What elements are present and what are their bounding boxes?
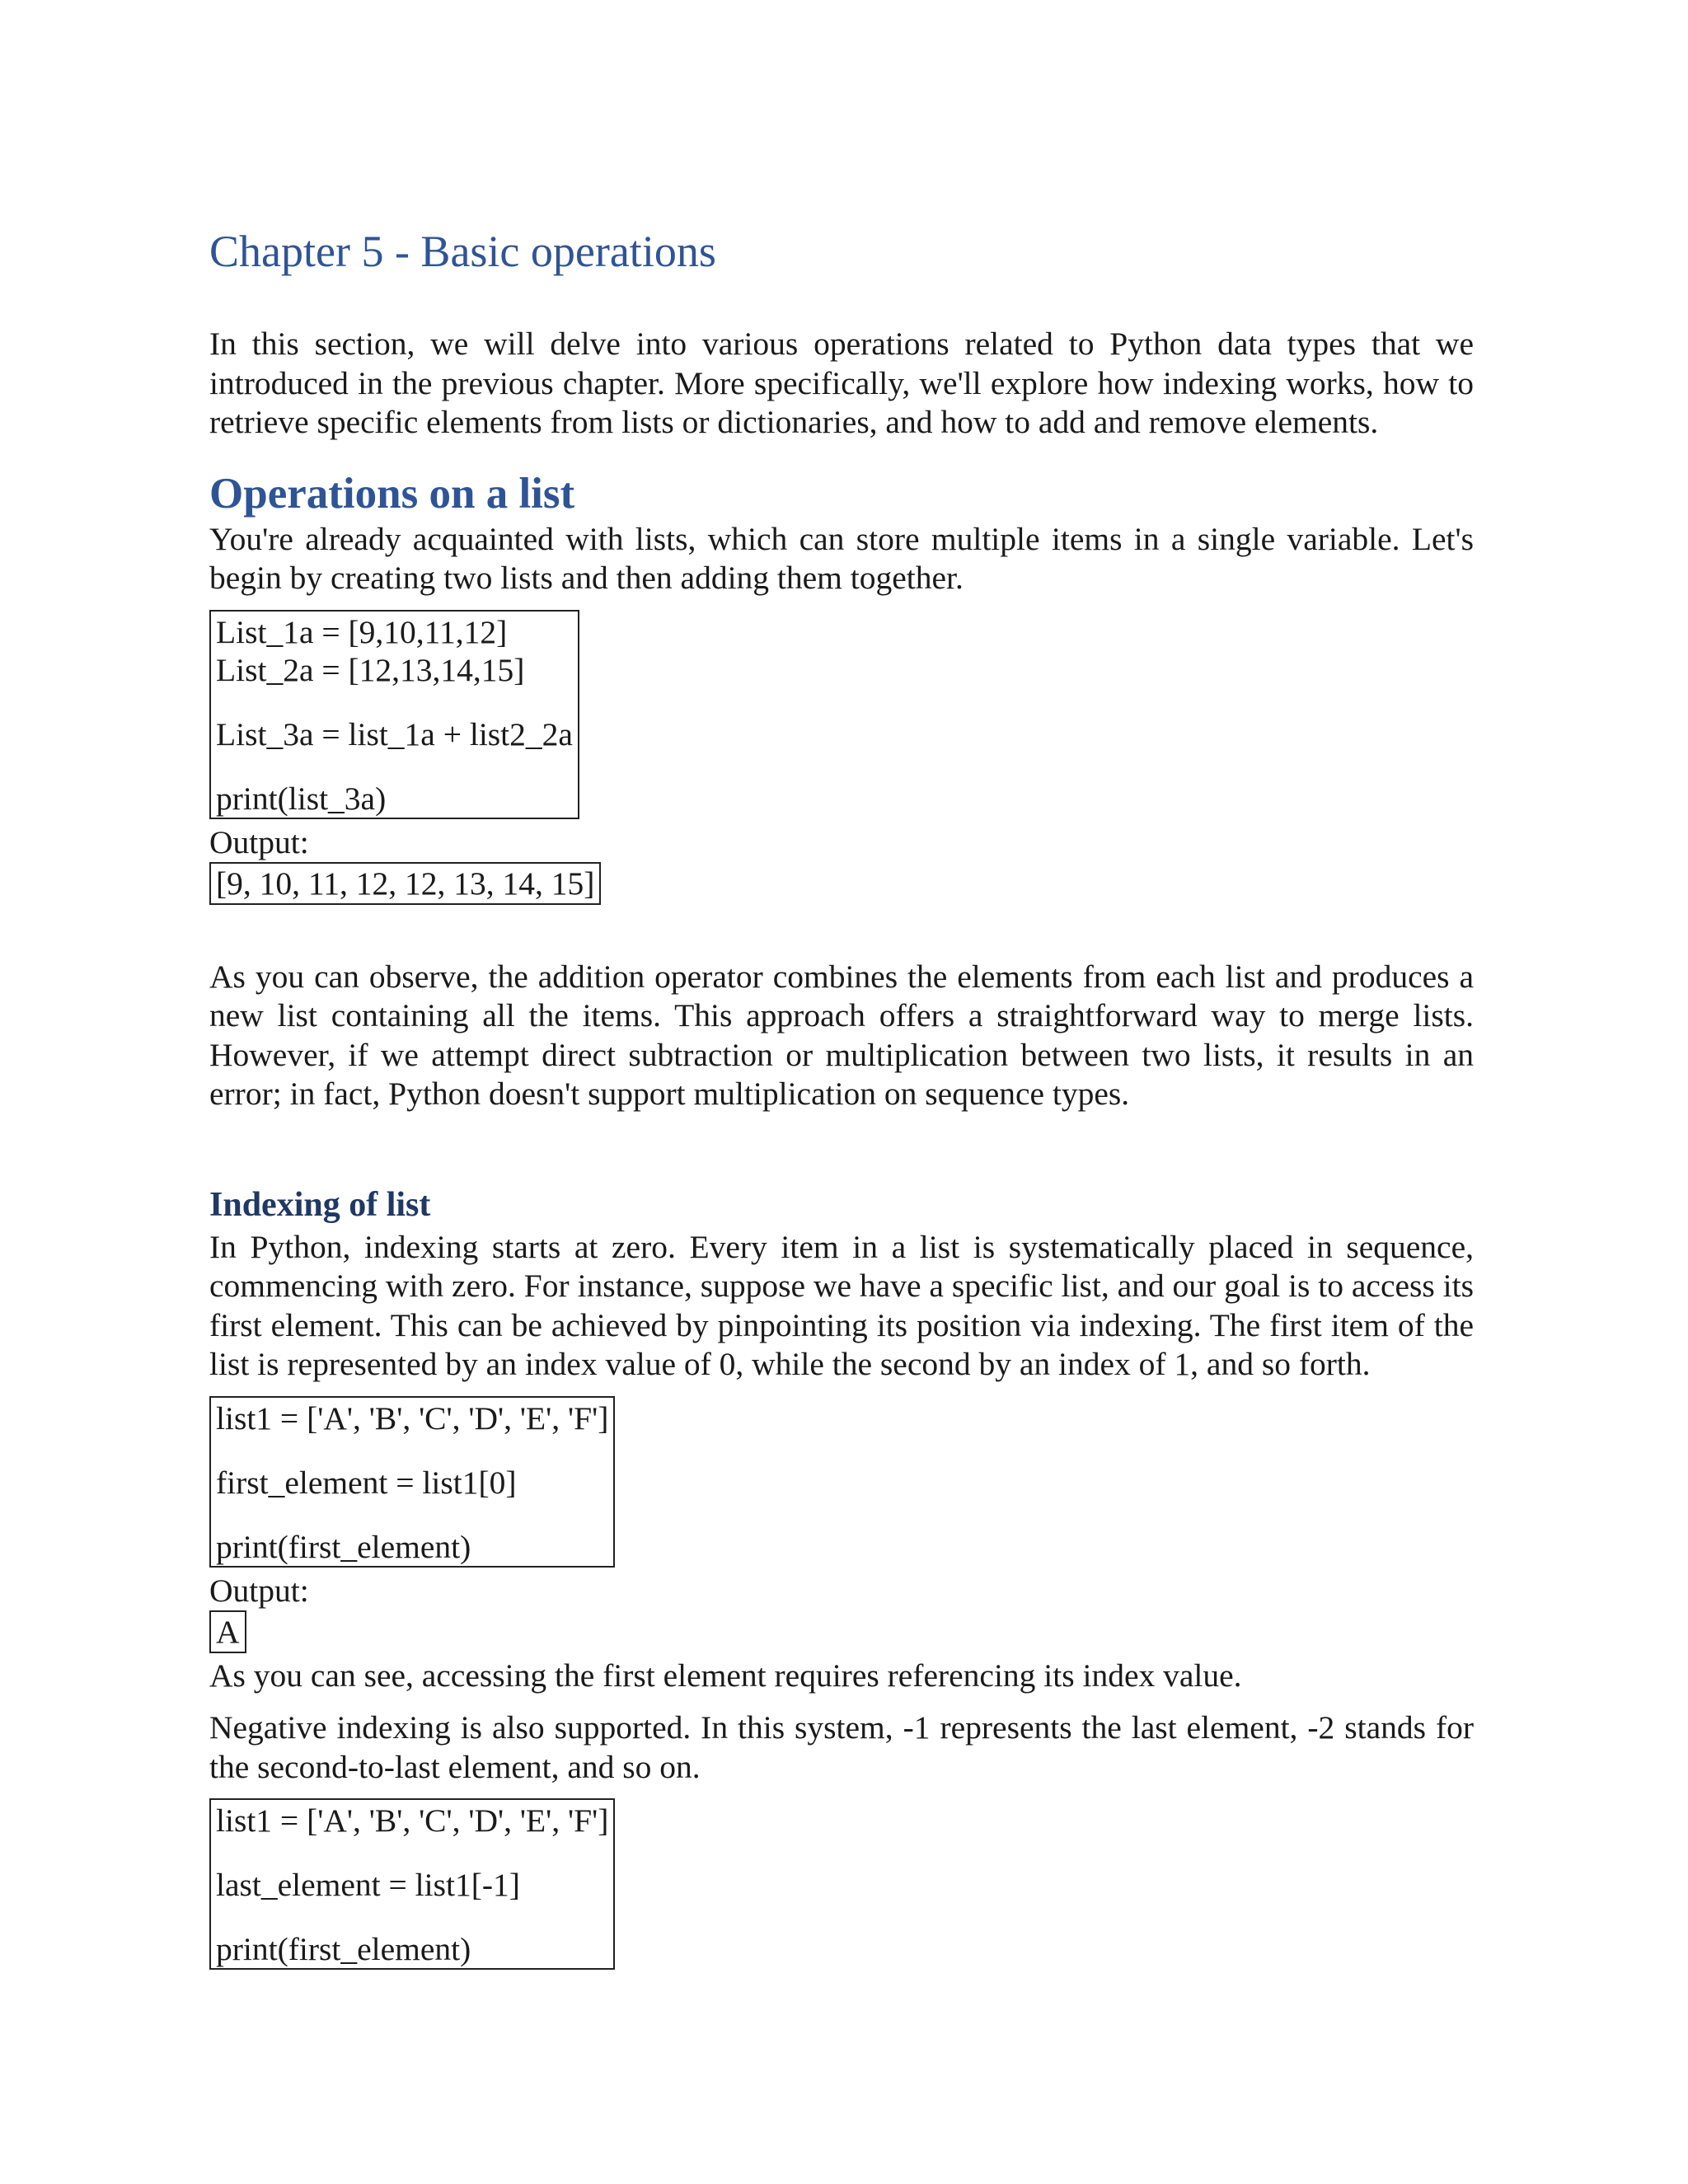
output-label: Output: xyxy=(209,823,309,860)
output-label: Output: xyxy=(209,1572,309,1609)
output-block-first-element: A xyxy=(209,1610,246,1653)
code-gap xyxy=(216,753,573,780)
code-block-list-addition xyxy=(209,610,579,819)
intro-paragraph: In this section, we will delve into various operations related to Python data types that we introduced in the previous chapter. More specifically, we'll explore how indexing works, how to retrieve specific elements from lists or dictionaries, and how to add and remove elements. xyxy=(209,326,1474,440)
code-block-last-element xyxy=(209,1798,615,1970)
document-page xyxy=(209,223,1474,1970)
code-line: last_element = list1[-1] xyxy=(216,1867,520,1903)
code-line: List_2a = [12,13,14,15] xyxy=(216,651,525,688)
code-line: print(first_element) xyxy=(216,1931,471,1967)
chapter-title: Chapter 5 - Basic operations xyxy=(209,227,716,276)
after-output-paragraph: As you can see, accessing the first element requires referencing its index value. xyxy=(209,1657,1242,1694)
code-line: List_3a = list_1a + list2_2a xyxy=(216,715,573,752)
section-heading-indexing: Indexing of list xyxy=(209,1185,431,1224)
code-line: List_1a = [9,10,11,12] xyxy=(216,613,508,650)
code-line: print(first_element) xyxy=(216,1528,471,1565)
code-gap xyxy=(216,1437,608,1464)
negative-indexing-paragraph: Negative indexing is also supported. In this system, -1 represents the last element, -2 stands for the second-to-last element, and so on. xyxy=(209,1709,1474,1785)
code-line: list1 = ['A', 'B', 'C', 'D', 'E', 'F'] xyxy=(216,1802,609,1839)
code-line: list1 = ['A', 'B', 'C', 'D', 'E', 'F'] xyxy=(216,1399,609,1436)
output-block-list-addition: [9, 10, 11, 12, 12, 13, 14, 15] xyxy=(209,862,601,905)
code-gap xyxy=(216,1502,608,1528)
code-line: first_element = list1[0] xyxy=(216,1464,517,1501)
indexing-intro-paragraph: In Python, indexing starts at zero. Every item in a list is systematically placed in sequence, commencing with zero. For instance, suppose we have a specific list, and our goal is to access its first element. This can be achieved by pinpointing its position via indexing. The first item of the list is represented by an index value of 0, while the second by an index of 1, and so forth. xyxy=(209,1228,1474,1382)
code-line: print(list_3a) xyxy=(216,780,387,817)
code-gap xyxy=(216,1840,608,1866)
addition-explanation-paragraph: As you can observe, the addition operator combines the elements from each list and produces a new list containing all the items. This approach offers a straightforward way to merge lists. However, if we attempt direct subtraction or multiplication between two lists, it results in an error; in fact, Python doesn't support multiplication on sequence types. xyxy=(209,958,1474,1112)
code-block-first-element xyxy=(209,1396,615,1568)
code-gap xyxy=(216,689,573,715)
code-gap xyxy=(216,1904,608,1930)
list-intro-paragraph: You're already acquainted with lists, which can store multiple items in a single variable. Let's begin by creating two lists and then adding them together. xyxy=(209,520,1474,596)
section-heading-list-operations: Operations on a list xyxy=(209,469,575,518)
